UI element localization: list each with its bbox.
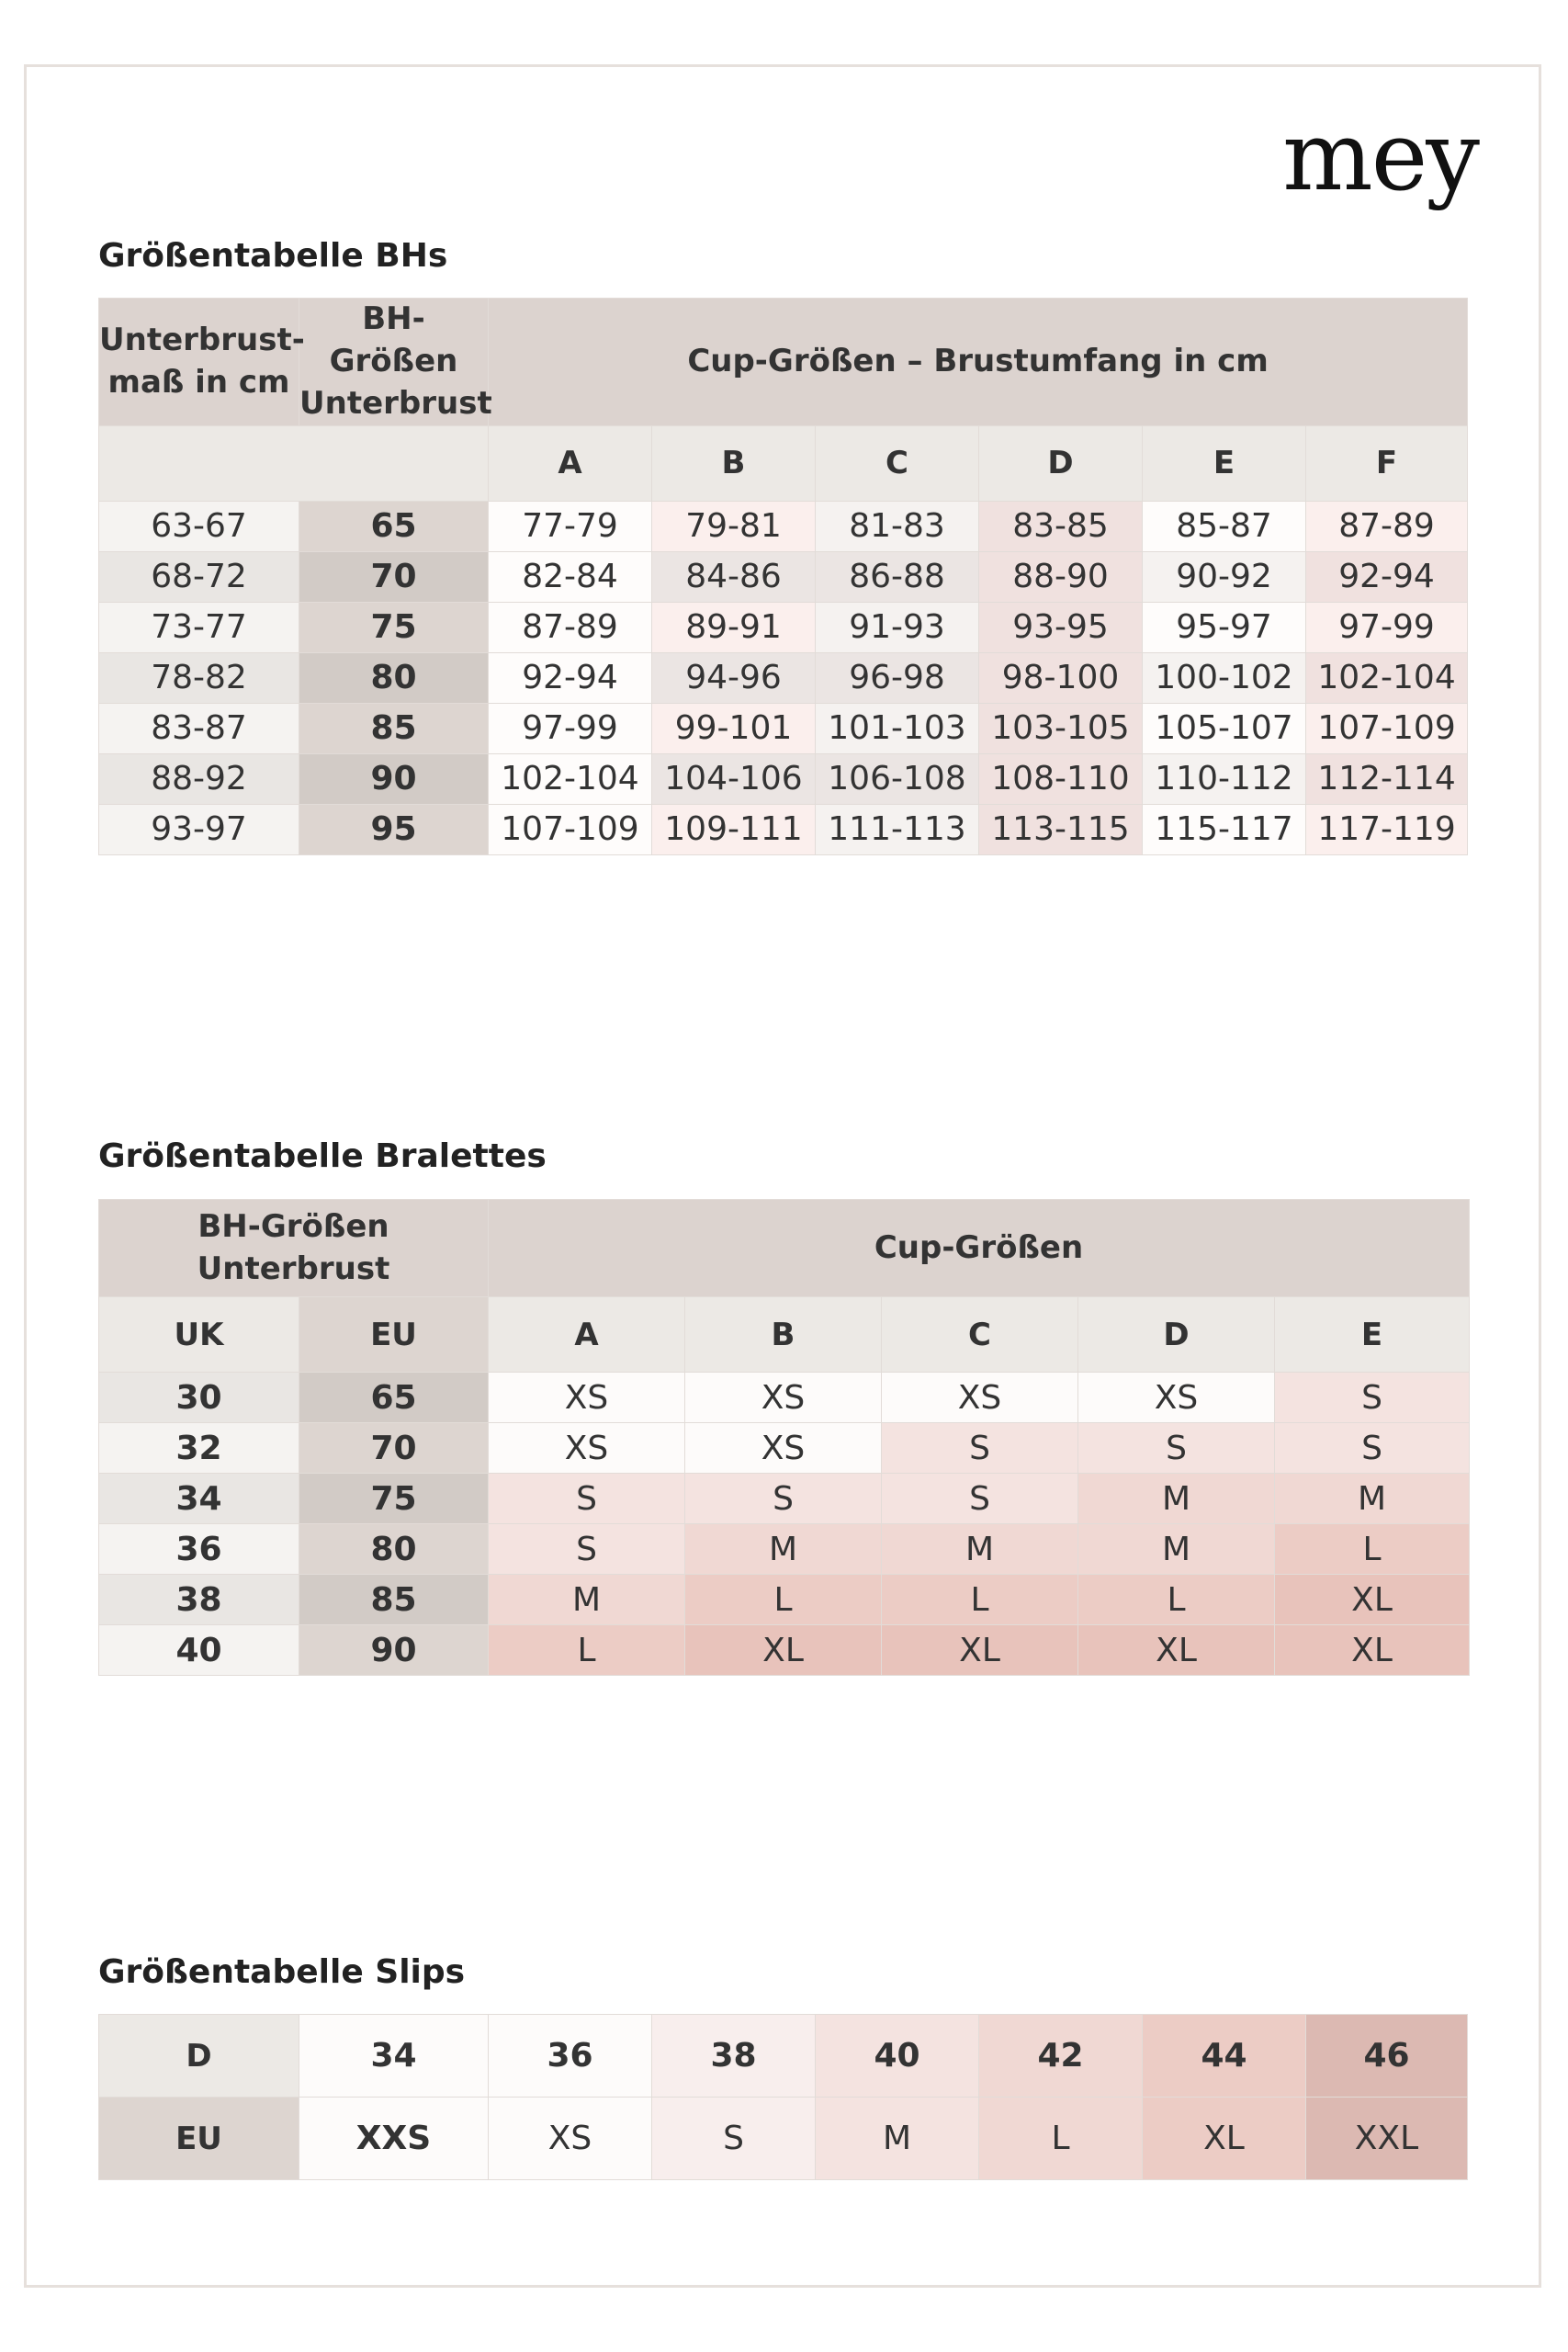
bhs-unterbrust-cell: 63-67 bbox=[99, 501, 299, 551]
bhs-value-cell: 97-99 bbox=[489, 703, 652, 753]
bhs-unterbrust-cell: 88-92 bbox=[99, 753, 299, 804]
bhs-value-cell: 94-96 bbox=[652, 652, 816, 703]
slips-title: Größentabelle Slips bbox=[98, 1953, 466, 1991]
bralettes-size-cell: XL bbox=[685, 1625, 882, 1676]
bralettes-cup-header: D bbox=[1078, 1297, 1275, 1373]
slips-eu-cell: XL bbox=[1143, 2098, 1306, 2180]
bralettes-size-cell: XL bbox=[1275, 1625, 1470, 1676]
bralettes-eu-cell: 90 bbox=[299, 1625, 489, 1676]
bhs-value-cell: 87-89 bbox=[489, 602, 652, 652]
bhs-value-cell: 98-100 bbox=[979, 652, 1143, 703]
bhs-value-cell: 110-112 bbox=[1143, 753, 1306, 804]
bhs-cup-header: F bbox=[1306, 425, 1468, 501]
bhs-value-cell: 97-99 bbox=[1306, 602, 1468, 652]
bhs-size-cell: 70 bbox=[299, 551, 489, 602]
bralettes-size-cell: XL bbox=[882, 1625, 1078, 1676]
slips-eu-cell: M bbox=[816, 2098, 979, 2180]
bralettes-header-cups: Cup-Größen bbox=[489, 1200, 1470, 1297]
bralettes-size-cell: S bbox=[1078, 1423, 1275, 1474]
bralettes-size-cell: M bbox=[1078, 1474, 1275, 1524]
bralettes-sub-uk: UK bbox=[99, 1297, 299, 1373]
slips-d-cell: 40 bbox=[816, 2015, 979, 2098]
bhs-value-cell: 115-117 bbox=[1143, 804, 1306, 854]
bralettes-size-cell: L bbox=[1275, 1524, 1470, 1575]
bralettes-size-cell: S bbox=[1275, 1373, 1470, 1423]
bhs-cup-header: E bbox=[1143, 425, 1306, 501]
bhs-value-cell: 99-101 bbox=[652, 703, 816, 753]
bralettes-cup-header: E bbox=[1275, 1297, 1470, 1373]
bralettes-header-sizes: BH-Größen Unterbrust bbox=[99, 1200, 489, 1297]
bralettes-uk-cell: 30 bbox=[99, 1373, 299, 1423]
bralettes-eu-cell: 65 bbox=[299, 1373, 489, 1423]
bralettes-eu-cell: 85 bbox=[299, 1575, 489, 1625]
bralettes-size-cell: XS bbox=[882, 1373, 1078, 1423]
bhs-value-cell: 117-119 bbox=[1306, 804, 1468, 854]
bhs-value-cell: 83-85 bbox=[979, 501, 1143, 551]
bralettes-cup-header: B bbox=[685, 1297, 882, 1373]
bhs-value-cell: 105-107 bbox=[1143, 703, 1306, 753]
bhs-unterbrust-cell: 68-72 bbox=[99, 551, 299, 602]
bhs-title: Größentabelle BHs bbox=[98, 237, 448, 275]
bhs-size-cell: 95 bbox=[299, 804, 489, 854]
slips-eu-cell: XXS bbox=[299, 2098, 489, 2180]
bhs-cup-header: B bbox=[652, 425, 816, 501]
bralettes-size-cell: S bbox=[882, 1474, 1078, 1524]
bhs-table bbox=[98, 298, 1468, 855]
bralettes-uk-cell: 36 bbox=[99, 1524, 299, 1575]
bralettes-title: Größentabelle Bralettes bbox=[98, 1137, 547, 1175]
bhs-value-cell: 77-79 bbox=[489, 501, 652, 551]
bralettes-size-cell: S bbox=[685, 1474, 882, 1524]
bralettes-size-cell: M bbox=[1078, 1524, 1275, 1575]
slips-d-cell: 34 bbox=[299, 2015, 489, 2098]
bhs-size-cell: 90 bbox=[299, 753, 489, 804]
bralettes-uk-cell: 34 bbox=[99, 1474, 299, 1524]
bhs-size-cell: 85 bbox=[299, 703, 489, 753]
bralettes-uk-cell: 40 bbox=[99, 1625, 299, 1676]
bralettes-cup-header: A bbox=[489, 1297, 685, 1373]
bhs-value-cell: 104-106 bbox=[652, 753, 816, 804]
bralettes-eu-cell: 75 bbox=[299, 1474, 489, 1524]
bhs-value-cell: 88-90 bbox=[979, 551, 1143, 602]
bhs-value-cell: 81-83 bbox=[816, 501, 979, 551]
bhs-value-cell: 92-94 bbox=[1306, 551, 1468, 602]
bhs-value-cell: 107-109 bbox=[1306, 703, 1468, 753]
slips-eu-cell: S bbox=[652, 2098, 816, 2180]
bhs-unterbrust-cell: 83-87 bbox=[99, 703, 299, 753]
bralettes-size-cell: M bbox=[685, 1524, 882, 1575]
bhs-size-cell: 80 bbox=[299, 652, 489, 703]
bralettes-size-cell: XL bbox=[1275, 1575, 1470, 1625]
slips-eu-cell: XXL bbox=[1306, 2098, 1468, 2180]
bhs-value-cell: 101-103 bbox=[816, 703, 979, 753]
bhs-unterbrust-cell: 78-82 bbox=[99, 652, 299, 703]
slips-d-cell: 44 bbox=[1143, 2015, 1306, 2098]
bralettes-eu-cell: 70 bbox=[299, 1423, 489, 1474]
bralettes-size-cell: XS bbox=[685, 1373, 882, 1423]
bhs-value-cell: 106-108 bbox=[816, 753, 979, 804]
bhs-value-cell: 89-91 bbox=[652, 602, 816, 652]
bhs-value-cell: 111-113 bbox=[816, 804, 979, 854]
bralettes-uk-cell: 38 bbox=[99, 1575, 299, 1625]
bhs-value-cell: 107-109 bbox=[489, 804, 652, 854]
bhs-value-cell: 87-89 bbox=[1306, 501, 1468, 551]
bhs-unterbrust-cell: 93-97 bbox=[99, 804, 299, 854]
slips-d-cell: 46 bbox=[1306, 2015, 1468, 2098]
bhs-size-cell: 65 bbox=[299, 501, 489, 551]
bralettes-size-cell: XS bbox=[1078, 1373, 1275, 1423]
brand-logo: mey bbox=[1282, 100, 1478, 212]
bhs-value-cell: 102-104 bbox=[489, 753, 652, 804]
bhs-cup-header: D bbox=[979, 425, 1143, 501]
bralettes-size-cell: L bbox=[685, 1575, 882, 1625]
bhs-value-cell: 91-93 bbox=[816, 602, 979, 652]
bralettes-size-cell: M bbox=[1275, 1474, 1470, 1524]
bralettes-size-cell: S bbox=[489, 1524, 685, 1575]
bhs-value-cell: 79-81 bbox=[652, 501, 816, 551]
bhs-header-cups: Cup-Größen – Brustumfang in cm bbox=[489, 299, 1468, 426]
bralettes-size-cell: S bbox=[489, 1474, 685, 1524]
bralettes-size-cell: XS bbox=[489, 1423, 685, 1474]
bralettes-size-cell: L bbox=[489, 1625, 685, 1676]
bhs-value-cell: 86-88 bbox=[816, 551, 979, 602]
slips-table bbox=[98, 2014, 1468, 2180]
bhs-value-cell: 84-86 bbox=[652, 551, 816, 602]
bralettes-size-cell: XS bbox=[685, 1423, 882, 1474]
slips-d-cell: 38 bbox=[652, 2015, 816, 2098]
bhs-blank-cell bbox=[99, 425, 489, 501]
bhs-value-cell: 82-84 bbox=[489, 551, 652, 602]
slips-eu-cell: L bbox=[979, 2098, 1143, 2180]
bralettes-size-cell: L bbox=[1078, 1575, 1275, 1625]
bhs-value-cell: 108-110 bbox=[979, 753, 1143, 804]
bhs-cup-header: C bbox=[816, 425, 979, 501]
bhs-value-cell: 85-87 bbox=[1143, 501, 1306, 551]
bralettes-uk-cell: 32 bbox=[99, 1423, 299, 1474]
bralettes-table bbox=[98, 1199, 1470, 1676]
bralettes-size-cell: M bbox=[489, 1575, 685, 1625]
slips-label-eu: EU bbox=[99, 2098, 299, 2180]
bralettes-size-cell: XS bbox=[489, 1373, 685, 1423]
bhs-value-cell: 100-102 bbox=[1143, 652, 1306, 703]
bralettes-size-cell: S bbox=[882, 1423, 1078, 1474]
bralettes-size-cell: L bbox=[882, 1575, 1078, 1625]
slips-d-cell: 42 bbox=[979, 2015, 1143, 2098]
bralettes-cup-header: C bbox=[882, 1297, 1078, 1373]
bhs-header-bh-groessen: BH-Größen Unterbrust bbox=[299, 299, 489, 426]
bralettes-sub-eu: EU bbox=[299, 1297, 489, 1373]
bhs-value-cell: 95-97 bbox=[1143, 602, 1306, 652]
bhs-value-cell: 109-111 bbox=[652, 804, 816, 854]
bhs-unterbrust-cell: 73-77 bbox=[99, 602, 299, 652]
bhs-value-cell: 92-94 bbox=[489, 652, 652, 703]
bhs-value-cell: 103-105 bbox=[979, 703, 1143, 753]
slips-eu-cell: XS bbox=[489, 2098, 652, 2180]
bralettes-eu-cell: 80 bbox=[299, 1524, 489, 1575]
bhs-value-cell: 96-98 bbox=[816, 652, 979, 703]
bralettes-size-cell: M bbox=[882, 1524, 1078, 1575]
bhs-value-cell: 93-95 bbox=[979, 602, 1143, 652]
bhs-size-cell: 75 bbox=[299, 602, 489, 652]
bhs-cup-header: A bbox=[489, 425, 652, 501]
bhs-header-unterbrust: Unterbrust- maß in cm bbox=[99, 299, 299, 426]
bhs-value-cell: 113-115 bbox=[979, 804, 1143, 854]
bralettes-size-cell: S bbox=[1275, 1423, 1470, 1474]
slips-label-d: D bbox=[99, 2015, 299, 2098]
bralettes-size-cell: XL bbox=[1078, 1625, 1275, 1676]
slips-d-cell: 36 bbox=[489, 2015, 652, 2098]
bhs-value-cell: 102-104 bbox=[1306, 652, 1468, 703]
bhs-value-cell: 112-114 bbox=[1306, 753, 1468, 804]
bhs-value-cell: 90-92 bbox=[1143, 551, 1306, 602]
